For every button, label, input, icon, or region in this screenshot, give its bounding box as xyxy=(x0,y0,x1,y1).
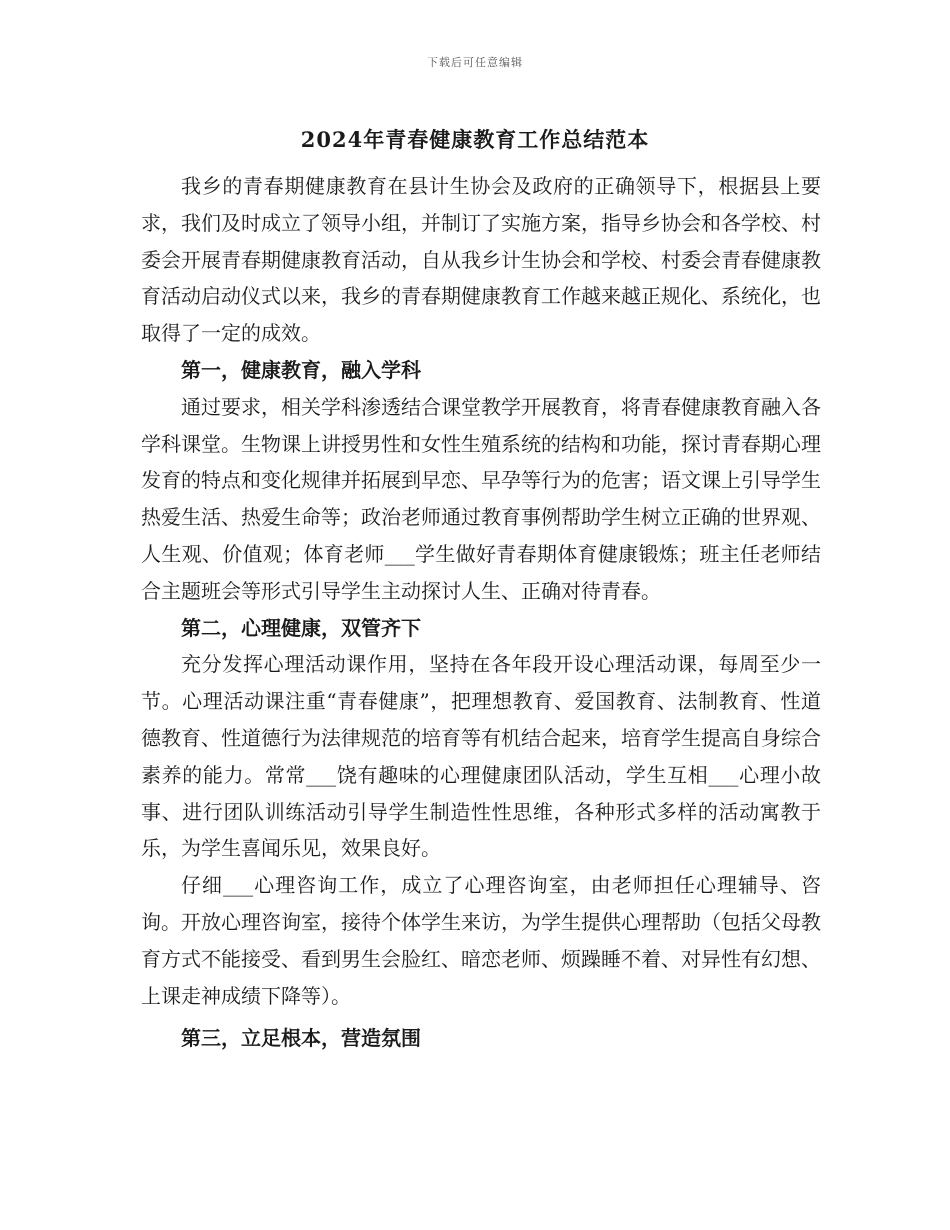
section-2-paragraph-1: 充分发挥心理活动课作用，坚持在各年段开设心理活动课，每周至少一节。心理活动课注重“青春健康”，把理想教育、爱国教育、法制教育、性道德教育、性道德行为法律规范的培育等有机结合起来，培育学生提高自身综合素养的能力。常常___饶有趣味的心理健康团队活动，学生互相___心理小故事、进行团队训练活动引导学生制造性性思维，各种形式多样的活动寓教于乐，为学生喜闻乐见，效果良好。 xyxy=(141,652,821,861)
section-2-paragraph-2: 仔细___心理咨询工作，成立了心理咨询室，由老师担任心理辅导、咨询。开放心理咨询室，接待个体学生来访，为学生提供心理帮助（包括父母教育方式不能接受、看到男生会脸红、暗恋老师、烦躁睡不着、对异性有幻想、上课走神成绩下降等）。 xyxy=(141,873,821,1008)
document-body xyxy=(141,168,821,1057)
intro-paragraph: 我乡的青春期健康教育在县计生协会及政府的正确领导下，根据县上要求，我们及时成立了领导小组，并制订了实施方案，指导乡协会和各学校、村委会开展青春期健康教育活动，自从我乡计生协会和学校、村委会青春健康教育活动启动仪式以来，我乡的青春期健康教育工作越来越正规化、系统化，也取得了一定的成效。 xyxy=(141,174,821,346)
header-note: 下载后可任意编辑 xyxy=(427,56,523,69)
section-1-paragraph-1: 通过要求，相关学科渗透结合课堂教学开展教育，将青春健康教育融入各学科课堂。生物课上讲授男性和女性生殖系统的结构和功能，探讨青春期心理发育的特点和变化规律并拓展到早恋、早孕等行为的危害；语文课上引导学生热爱生活、热爱生命等；政治老师通过教育事例帮助学生树立正确的世界观、人生观、价值观；体育老师___学生做好青春期体育健康锻炼；班主任老师结合主题班会等形式引导学生主动探讨人生、正确对待青春。 xyxy=(141,394,821,603)
section-heading-1: 第一，健康教育，融入学科 xyxy=(181,357,421,382)
section-heading-2: 第二，心理健康，双管齐下 xyxy=(181,615,421,640)
section-heading-3: 第三，立足根本，营造氛围 xyxy=(181,1026,421,1051)
document-title: 2024年青春健康教育工作总结范本 xyxy=(300,127,650,152)
